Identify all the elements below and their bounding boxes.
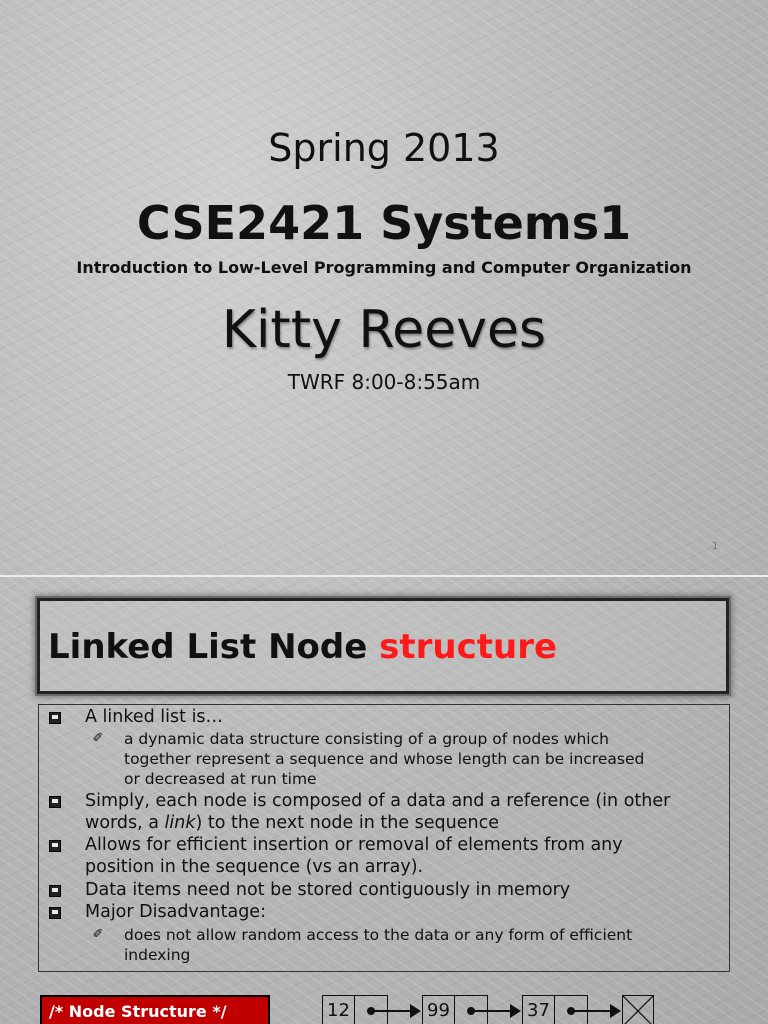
square-bullet-icon — [49, 840, 61, 852]
bullet-item: Allows for efficient insertion or removal of elements from any — [85, 835, 623, 855]
node-value: 37 — [523, 996, 555, 1024]
pointer-arrow — [574, 1010, 610, 1012]
pointer-arrow — [474, 1010, 510, 1012]
arrowhead-icon — [610, 1004, 621, 1018]
sub-bullet-item: a dynamic data structure consisting of a group of nodes which — [124, 730, 609, 748]
course-title: CSE2421 Systems1 — [136, 196, 632, 250]
instructor-name: Kitty Reeves — [221, 300, 547, 360]
code-comment: /* Node Structure */ — [49, 1002, 227, 1021]
bullet-item: Major Disadvantage: — [85, 902, 266, 922]
x-mark-icon — [623, 996, 653, 1024]
bullet-list-box — [38, 704, 730, 972]
pointer-arrow — [374, 1010, 410, 1012]
bullet-item: position in the sequence (vs an array). — [85, 857, 424, 877]
null-x-icon — [622, 995, 654, 1024]
sub-bullet-item: or decreased at run time — [124, 770, 317, 788]
bullet-italic-text: link — [164, 813, 196, 833]
bullet-item: A linked list is… — [85, 707, 224, 727]
node-value: 12 — [323, 996, 355, 1024]
square-bullet-icon — [49, 712, 61, 724]
sub-bullet-item: indexing — [124, 946, 191, 964]
bullet-item: Simply, each node is composed of a data and a reference (in other — [85, 791, 671, 811]
code-comment-box — [40, 995, 270, 1024]
arrowhead-icon — [510, 1004, 521, 1018]
slide-title — [48, 627, 557, 667]
arrowhead-icon — [410, 1004, 421, 1018]
square-bullet-icon — [49, 907, 61, 919]
bullet-text: ) to the next node in the sequence — [195, 813, 499, 833]
square-bullet-icon — [49, 885, 61, 897]
term-heading: Spring 2013 — [268, 126, 500, 170]
linked-list-slide — [0, 577, 768, 1024]
bullet-item: Data items need not be stored contiguously in memory — [85, 880, 571, 900]
course-subtitle: Introduction to Low-Level Programming and Computer Organization — [76, 258, 692, 277]
node-value: 99 — [423, 996, 455, 1024]
linked-list-diagram — [322, 995, 662, 1024]
slide-title-box — [37, 598, 729, 694]
slide-title-accent: structure — [379, 627, 558, 667]
bullet-text: words, a — [85, 813, 165, 833]
slide-number: 1 — [712, 541, 719, 552]
pencil-bullet-icon: ✐ — [92, 927, 104, 942]
pencil-bullet-icon: ✐ — [92, 731, 104, 746]
square-bullet-icon — [49, 796, 61, 808]
sub-bullet-item: does not allow random access to the data or any form of efficient — [124, 926, 633, 944]
bullet-item — [85, 812, 499, 834]
slide-title-plain: Linked List Node — [48, 627, 380, 667]
class-schedule: TWRF 8:00-8:55am — [287, 370, 481, 394]
sub-bullet-item: together represent a sequence and whose length can be increased — [124, 750, 645, 768]
